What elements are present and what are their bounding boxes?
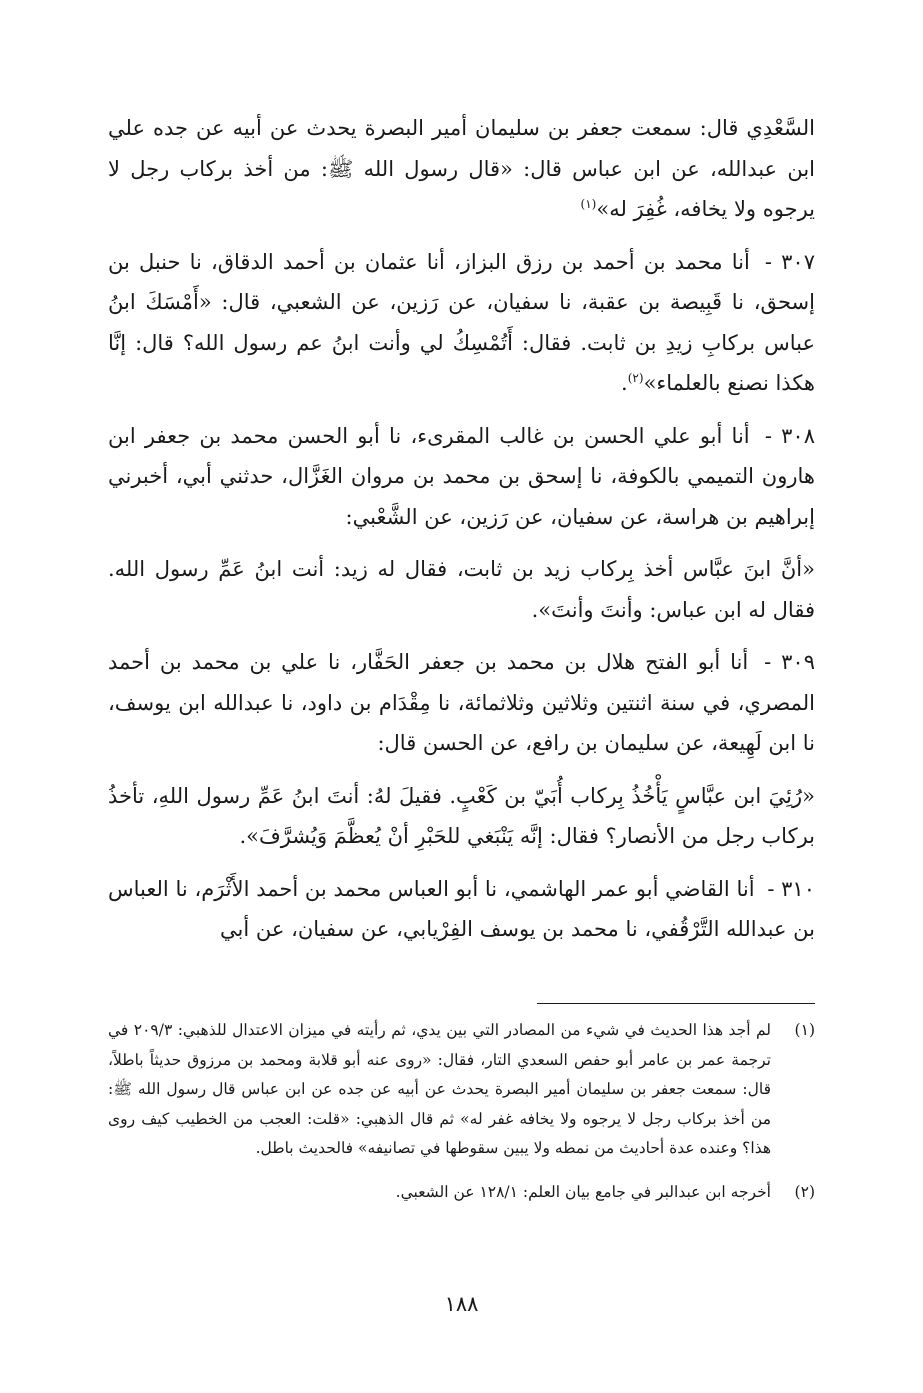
- paragraph-text: أنا أبو علي الحسن بن غالب المقرىء، نا أبو الحسن محمد بن جعفر ابن هارون التميمي بالكوفة، نا إسحق بن محمد بن مروان الغَزَّال، حدثني أبي، أخبرني إبراهيم بن هراسة، عن سفيان، عن رَزين، عن الشَّعْبي:: [108, 423, 815, 529]
- paragraph-307: ٣٠٧ - أنا محمد بن أحمد بن رزق البزاز، أنا عثمان بن أحمد الدقاق، نا حنبل بن إسحق، نا قَبِيصة بن عقبة، نا سفيان، عن رَزين، عن الشعبي، قال: «أَمْسَكَ ابنُ عباس بركابِ زيدِ بن ثابت. فقال: أَتُمْسِكُ لي وأنت ابنُ عم رسول الله؟ قال: إنَّا هكذا نصنع بالعلماء»$^{(٢)}$.: [108, 249, 815, 395]
- footnote-1: [108, 1016, 815, 1164]
- paragraph-text: السَّعْدِي قال: سمعت جعفر بن سليمان أمير البصرة يحدث عن أبيه عن جده علي ابن عبدالله، عن ابن عباس قال: «قال رسول الله ﷺ: من أخذ بركاب رجل لا يرجوه ولا يخافه، غُفِرَ له»: [108, 116, 815, 221]
- page-body: [108, 108, 815, 962]
- paragraph-309: [108, 642, 815, 764]
- paragraph-text: أنا أبو الفتح هلال بن محمد بن جعفر الحَفَّار، نا علي بن محمد بن أحمد المصري، في سنة اثنتين وثلاثين وثلاثمائة، نا مِقْدَام بن داود، نا عبدالله ابن يوسف، نا ابن لَهِيعة، عن سليمان بن رافع، عن الحسن قال:: [108, 650, 815, 755]
- paragraph-text: أنا محمد بن أحمد بن رزق البزاز، أنا عثمان بن أحمد الدقاق، نا حنبل بن إسحق، نا قَبِيصة بن عقبة، نا سفيان، عن رَزين، عن الشعبي، قال: «أَمْسَكَ ابنُ عباس بركابِ زيدِ بن ثابت. فقال: أَتُمْسِكُ لي وأنت ابنُ عم رسول الله؟ قال: إنَّا هكذا نصنع بالعلماء»: [108, 249, 815, 395]
- paragraph-309-matn: [108, 776, 815, 857]
- hadith-number: ٣٠٩ -: [764, 650, 815, 674]
- footnote-2: [108, 1178, 815, 1208]
- footnote-text: لم أجد هذا الحديث في شيء من المصادر التي بين يدي، ثم رأيته في ميزان الاعتدال للذهبي: ٢٠٩/٣ في ترجمة عمر بن عامر أبو حفص السعدي التار، فقال: «روى عنه أبو قلابة ومحمد بن مرزوق حديثاً باطلاً، قال: سمعت جعفر بن سليمان أمير البصرة يحدث عن أبيه عن جده عن ابن عباس قال رسول الله ﷺ: من أخذ بركاب رجل لا يرجوه ولا يخافه غفر له» ثم قال الذهبي: «قلت: العجب من الخطيب كيف روى هذا؟ وعنده عدة أحاديث من نمطه ولا يبين سقوطها في تصانيفه» فالحديث باطل.: [108, 1021, 771, 1157]
- hadith-number: ٣٠٨ -: [764, 423, 815, 448]
- paragraph-text: «أنَّ ابنَ عبَّاس أخذ بِركاب زيد بن ثابت، فقال له زيد: أنت ابنُ عَمِّ رسول الله. فقال له ابن عباس: وأنتَ وأنتَ».: [108, 557, 815, 622]
- paragraph-308-matn: [108, 549, 815, 630]
- paragraph-intro: [108, 108, 815, 230]
- main-text: [108, 108, 815, 950]
- paragraph-text: «رُئِيَ ابن عبَّاسٍ يَأْخُذُ بِركاب أُبَيّ بن كَعْبٍ. فقيلَ لهُ: أنتَ ابنُ عَمِّ رسول اللهِ، تأخذُ بركاب رجل من الأنصار؟ فقال: إنَّه يَنْبَغي للحَبْرِ أنْ يُعظَّمَ وَيُشرَّفَ».: [108, 783, 815, 848]
- footnote-reference: (٢): [627, 371, 644, 385]
- footnote-text: أخرجه ابن عبدالبر في جامع بيان العلم: ١٢٨/١ عن الشعبي.: [395, 1182, 771, 1201]
- hadith-number: ٣٠٧ -: [764, 249, 815, 274]
- paragraph-310: [108, 869, 815, 950]
- hadith-number: ٣١٠ -: [767, 876, 815, 901]
- footnote-reference: (١): [580, 197, 597, 211]
- footnote-divider: [537, 1003, 815, 1004]
- page-number: ١٨٨: [444, 1292, 479, 1316]
- footnotes: [108, 1016, 815, 1221]
- paragraph-308: [108, 416, 815, 538]
- paragraph-text: أنا القاضي أبو عمر الهاشمي، نا أبو العباس محمد بن أحمد الأَثْرَم، نا العباس بن عبدالله التَّرْقُفي، نا محمد بن يوسف الفِرْيابي، عن سفيان، عن أبي: [108, 876, 815, 941]
- footnote-marker: (١): [794, 1021, 815, 1039]
- footnote-marker: (٢): [794, 1182, 815, 1201]
